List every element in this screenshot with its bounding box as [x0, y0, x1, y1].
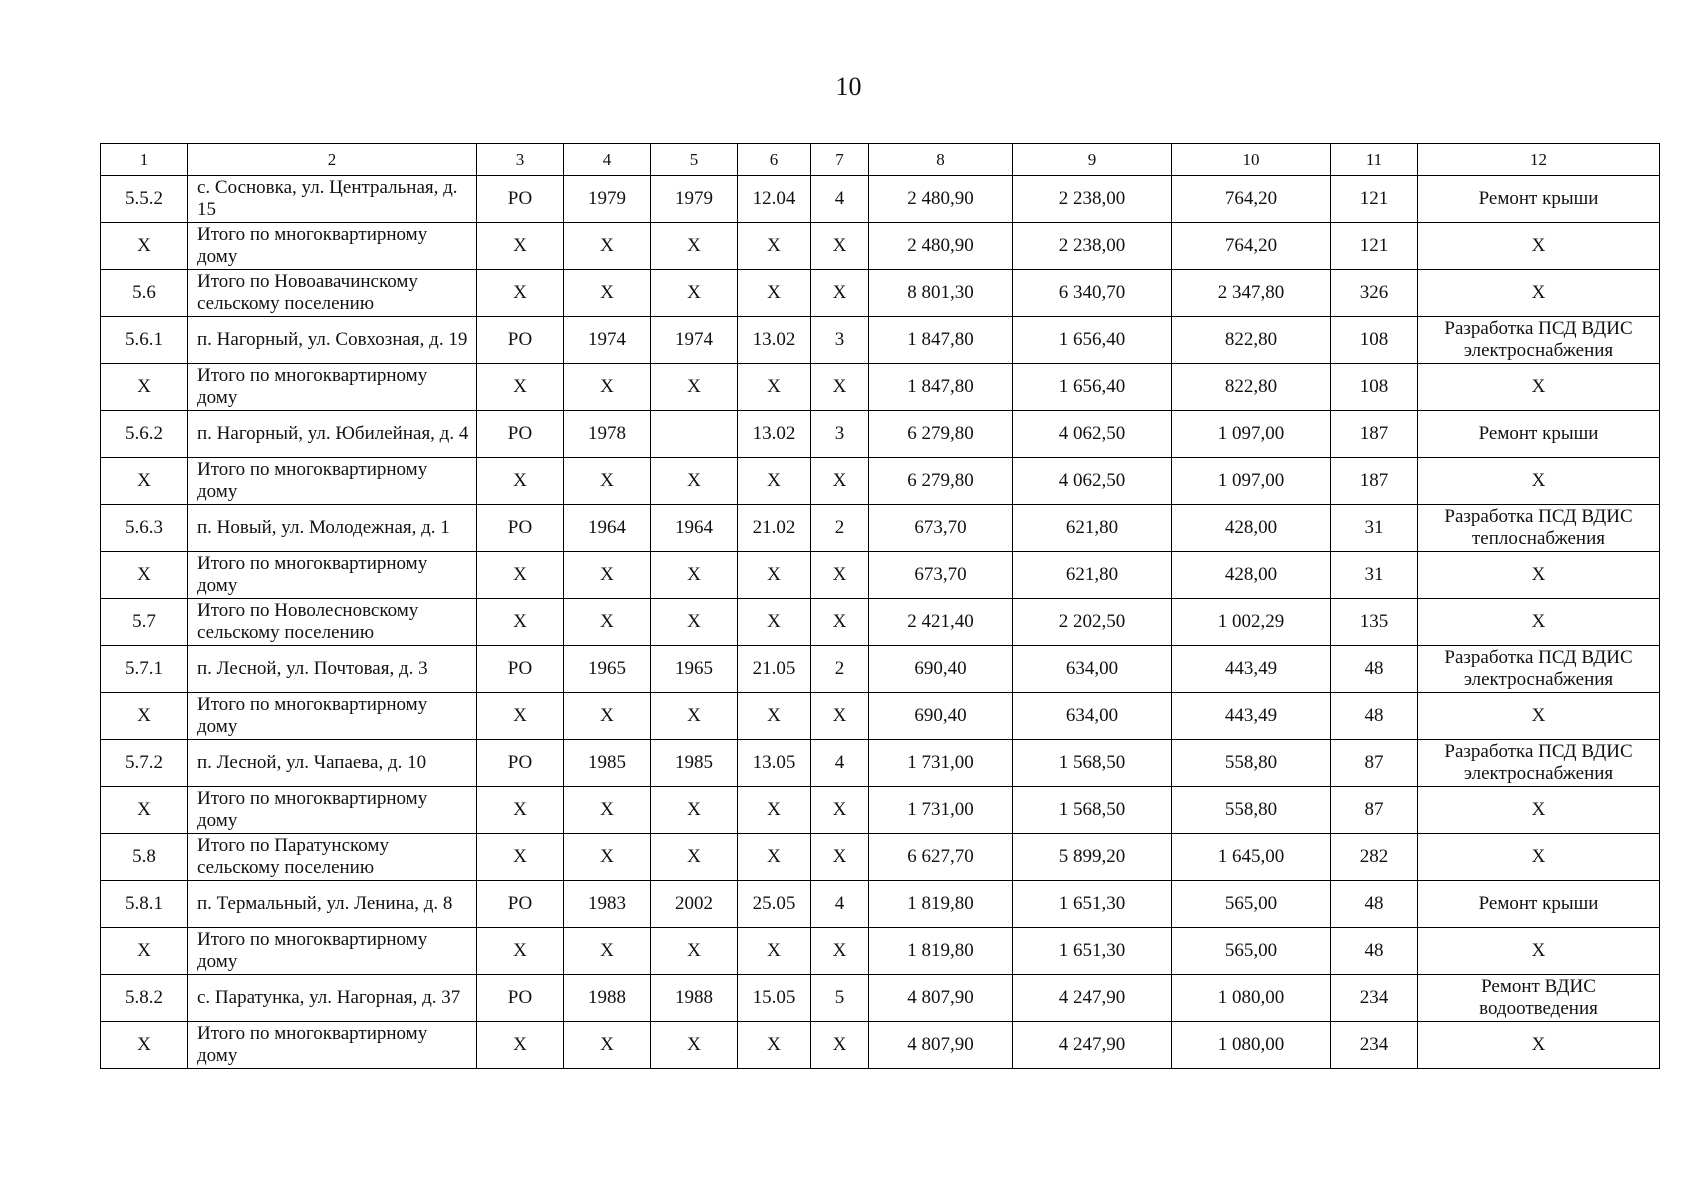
table-cell-col-6: Х [738, 552, 811, 599]
table-cell-col-2: п. Термальный, ул. Ленина, д. 8 [188, 881, 477, 928]
table-cell-col-8: 2 421,40 [869, 599, 1013, 646]
table-cell-col-9: 1 568,50 [1013, 740, 1172, 787]
table-cell-col-7: 4 [811, 740, 869, 787]
table-cell-col-3: Х [477, 787, 564, 834]
table-cell-col-5: Х [651, 693, 738, 740]
table-cell-col-6: Х [738, 693, 811, 740]
table-cell-col-3: Х [477, 599, 564, 646]
table-cell-col-7: 4 [811, 881, 869, 928]
table-cell-col-12: Х [1418, 552, 1660, 599]
table-row [101, 458, 1660, 505]
table-row [101, 928, 1660, 975]
table-cell-col-1: 5.5.2 [101, 176, 188, 223]
table-cell-col-9: 621,80 [1013, 552, 1172, 599]
table-row [101, 505, 1660, 552]
table-cell-col-3: Х [477, 270, 564, 317]
table-cell-col-12: Х [1418, 458, 1660, 505]
table-cell-col-7: Х [811, 693, 869, 740]
table-cell-col-1: 5.6.3 [101, 505, 188, 552]
table-cell-col-10: 428,00 [1172, 505, 1331, 552]
table-row [101, 646, 1660, 693]
table-row [101, 599, 1660, 646]
table-cell-col-5: Х [651, 552, 738, 599]
table-cell-col-2: Итого по Новолесновскому сельскому поселению [188, 599, 477, 646]
table-cell-col-1: 5.8.1 [101, 881, 188, 928]
table-cell-col-11: 48 [1331, 881, 1418, 928]
table-cell-col-11: 31 [1331, 505, 1418, 552]
table-cell-col-12: Х [1418, 834, 1660, 881]
table-cell-col-5 [651, 411, 738, 458]
table-cell-col-4: Х [564, 552, 651, 599]
table-cell-col-10: 764,20 [1172, 223, 1331, 270]
table-cell-col-4: Х [564, 928, 651, 975]
table-cell-col-12: Х [1418, 223, 1660, 270]
table-cell-col-12: Х [1418, 364, 1660, 411]
table-cell-col-1: 5.6.2 [101, 411, 188, 458]
table-cell-col-5: 1979 [651, 176, 738, 223]
table-cell-col-3: Х [477, 928, 564, 975]
table-cell-col-7: Х [811, 834, 869, 881]
table-cell-col-8: 690,40 [869, 646, 1013, 693]
table-cell-col-8: 2 480,90 [869, 223, 1013, 270]
table-cell-col-2: п. Лесной, ул. Чапаева, д. 10 [188, 740, 477, 787]
table-cell-col-6: 25.05 [738, 881, 811, 928]
table-cell-col-1: Х [101, 1022, 188, 1069]
table-row [101, 740, 1660, 787]
table-cell-col-8: 2 480,90 [869, 176, 1013, 223]
table-cell-col-1: Х [101, 458, 188, 505]
column-header-10: 10 [1172, 144, 1331, 176]
table-cell-col-6: Х [738, 834, 811, 881]
table-cell-col-5: 1985 [651, 740, 738, 787]
table-cell-col-9: 4 062,50 [1013, 411, 1172, 458]
table-cell-col-5: Х [651, 270, 738, 317]
table-cell-col-9: 5 899,20 [1013, 834, 1172, 881]
table-cell-col-11: 108 [1331, 317, 1418, 364]
table-cell-col-8: 4 807,90 [869, 1022, 1013, 1069]
table-cell-col-2: Итого по многоквартирному дому [188, 364, 477, 411]
table-cell-col-1: 5.7.2 [101, 740, 188, 787]
table-cell-col-5: 1965 [651, 646, 738, 693]
table-cell-col-1: 5.8 [101, 834, 188, 881]
table-cell-col-12: Ремонт крыши [1418, 411, 1660, 458]
table-cell-col-6: Х [738, 599, 811, 646]
table-cell-col-2: п. Лесной, ул. Почтовая, д. 3 [188, 646, 477, 693]
table-cell-col-10: 558,80 [1172, 787, 1331, 834]
table-cell-col-4: Х [564, 599, 651, 646]
table-cell-col-3: РО [477, 881, 564, 928]
table-cell-col-6: 13.02 [738, 317, 811, 364]
table-cell-col-10: 1 080,00 [1172, 975, 1331, 1022]
table-cell-col-9: 1 656,40 [1013, 364, 1172, 411]
table-cell-col-9: 621,80 [1013, 505, 1172, 552]
table-cell-col-4: Х [564, 458, 651, 505]
table-cell-col-2: Итого по многоквартирному дому [188, 787, 477, 834]
table-cell-col-2: Итого по Новоавачинскому сельскому поселению [188, 270, 477, 317]
table-row [101, 1022, 1660, 1069]
table-cell-col-12: Разработка ПСД ВДИС электроснабжения [1418, 317, 1660, 364]
table-cell-col-11: 87 [1331, 740, 1418, 787]
table-cell-col-7: Х [811, 552, 869, 599]
table-cell-col-1: 5.6.1 [101, 317, 188, 364]
table-cell-col-5: 1974 [651, 317, 738, 364]
table-cell-col-6: Х [738, 1022, 811, 1069]
table-cell-col-11: 108 [1331, 364, 1418, 411]
table-row [101, 787, 1660, 834]
table-cell-col-8: 8 801,30 [869, 270, 1013, 317]
table-cell-col-12: Х [1418, 693, 1660, 740]
table-cell-col-4: 1965 [564, 646, 651, 693]
table-cell-col-3: Х [477, 364, 564, 411]
column-header-12: 12 [1418, 144, 1660, 176]
table-cell-col-3: РО [477, 411, 564, 458]
table-cell-col-5: Х [651, 834, 738, 881]
table-cell-col-1: Х [101, 693, 188, 740]
table-row [101, 881, 1660, 928]
column-header-3: 3 [477, 144, 564, 176]
table-cell-col-4: 1983 [564, 881, 651, 928]
table-row [101, 411, 1660, 458]
table-row [101, 176, 1660, 223]
table-cell-col-10: 822,80 [1172, 364, 1331, 411]
table-cell-col-3: РО [477, 317, 564, 364]
table-cell-col-4: 1988 [564, 975, 651, 1022]
table-cell-col-2: п. Нагорный, ул. Совхозная, д. 19 [188, 317, 477, 364]
table-row [101, 552, 1660, 599]
table-cell-col-12: Х [1418, 1022, 1660, 1069]
table-cell-col-11: 234 [1331, 975, 1418, 1022]
table-cell-col-2: п. Нагорный, ул. Юбилейная, д. 4 [188, 411, 477, 458]
table-cell-col-5: 2002 [651, 881, 738, 928]
table-cell-col-12: Х [1418, 928, 1660, 975]
table-cell-col-5: Х [651, 223, 738, 270]
table-cell-col-3: Х [477, 1022, 564, 1069]
table-cell-col-6: Х [738, 223, 811, 270]
table-cell-col-6: Х [738, 458, 811, 505]
table-cell-col-3: Х [477, 552, 564, 599]
table-cell-col-7: Х [811, 270, 869, 317]
table-cell-col-11: 187 [1331, 411, 1418, 458]
table-cell-col-10: 565,00 [1172, 928, 1331, 975]
table-cell-col-9: 1 568,50 [1013, 787, 1172, 834]
table-cell-col-4: Х [564, 1022, 651, 1069]
table-cell-col-11: 121 [1331, 223, 1418, 270]
table-cell-col-9: 2 238,00 [1013, 223, 1172, 270]
table-cell-col-11: 326 [1331, 270, 1418, 317]
table-cell-col-4: 1974 [564, 317, 651, 364]
table-cell-col-3: РО [477, 176, 564, 223]
table-cell-col-6: Х [738, 928, 811, 975]
table-cell-col-7: Х [811, 458, 869, 505]
table-cell-col-2: Итого по многоквартирному дому [188, 223, 477, 270]
table-cell-col-8: 1 819,80 [869, 928, 1013, 975]
column-header-7: 7 [811, 144, 869, 176]
table-cell-col-7: Х [811, 223, 869, 270]
table-cell-col-1: 5.8.2 [101, 975, 188, 1022]
table-cell-col-4: 1979 [564, 176, 651, 223]
table-cell-col-7: 2 [811, 646, 869, 693]
table-cell-col-9: 4 247,90 [1013, 975, 1172, 1022]
table-cell-col-10: 1 097,00 [1172, 458, 1331, 505]
table-cell-col-4: Х [564, 693, 651, 740]
table-cell-col-3: РО [477, 740, 564, 787]
table-cell-col-6: 21.02 [738, 505, 811, 552]
table-cell-col-8: 1 731,00 [869, 740, 1013, 787]
table-cell-col-9: 1 656,40 [1013, 317, 1172, 364]
table-cell-col-10: 558,80 [1172, 740, 1331, 787]
table-row [101, 834, 1660, 881]
column-header-8: 8 [869, 144, 1013, 176]
table-cell-col-9: 1 651,30 [1013, 881, 1172, 928]
table-cell-col-10: 428,00 [1172, 552, 1331, 599]
table-row [101, 364, 1660, 411]
table-body [101, 176, 1660, 1069]
table-cell-col-5: Х [651, 928, 738, 975]
table-cell-col-3: РО [477, 646, 564, 693]
table-cell-col-7: 3 [811, 317, 869, 364]
table-cell-col-4: 1964 [564, 505, 651, 552]
table-cell-col-8: 1 819,80 [869, 881, 1013, 928]
table-cell-col-10: 764,20 [1172, 176, 1331, 223]
table-cell-col-9: 1 651,30 [1013, 928, 1172, 975]
table-cell-col-3: РО [477, 975, 564, 1022]
table-cell-col-1: Х [101, 787, 188, 834]
table-row [101, 693, 1660, 740]
table-cell-col-11: 48 [1331, 928, 1418, 975]
table-cell-col-2: Итого по Паратунскому сельскому поселению [188, 834, 477, 881]
table-cell-col-8: 673,70 [869, 552, 1013, 599]
table-cell-col-10: 822,80 [1172, 317, 1331, 364]
column-header-1: 1 [101, 144, 188, 176]
table-cell-col-12: Ремонт ВДИС водоотведения [1418, 975, 1660, 1022]
table-cell-col-8: 690,40 [869, 693, 1013, 740]
table-cell-col-7: Х [811, 928, 869, 975]
table-cell-col-5: 1988 [651, 975, 738, 1022]
table-cell-col-12: Разработка ПСД ВДИС теплоснабжения [1418, 505, 1660, 552]
table-cell-col-6: Х [738, 270, 811, 317]
table-cell-col-9: 6 340,70 [1013, 270, 1172, 317]
table-cell-col-4: Х [564, 787, 651, 834]
table-cell-col-12: Разработка ПСД ВДИС электроснабжения [1418, 646, 1660, 693]
table-header-row [101, 144, 1660, 176]
table-cell-col-11: 187 [1331, 458, 1418, 505]
table-cell-col-4: 1985 [564, 740, 651, 787]
table-cell-col-3: Х [477, 834, 564, 881]
table-cell-col-7: 4 [811, 176, 869, 223]
table-cell-col-11: 48 [1331, 646, 1418, 693]
table-cell-col-5: Х [651, 599, 738, 646]
table-cell-col-1: Х [101, 928, 188, 975]
column-header-2: 2 [188, 144, 477, 176]
table-cell-col-11: 121 [1331, 176, 1418, 223]
table-cell-col-6: 13.02 [738, 411, 811, 458]
page-number: 10 [835, 72, 862, 101]
table-cell-col-10: 2 347,80 [1172, 270, 1331, 317]
table-cell-col-10: 443,49 [1172, 693, 1331, 740]
table-cell-col-9: 4 062,50 [1013, 458, 1172, 505]
table-cell-col-2: Итого по многоквартирному дому [188, 1022, 477, 1069]
table-row [101, 223, 1660, 270]
table-cell-col-4: Х [564, 270, 651, 317]
table-cell-col-7: Х [811, 1022, 869, 1069]
table-cell-col-9: 634,00 [1013, 693, 1172, 740]
table-cell-col-12: Ремонт крыши [1418, 176, 1660, 223]
table-cell-col-2: п. Новый, ул. Молодежная, д. 1 [188, 505, 477, 552]
table-cell-col-10: 443,49 [1172, 646, 1331, 693]
table-cell-col-1: 5.6 [101, 270, 188, 317]
table-cell-col-11: 234 [1331, 1022, 1418, 1069]
table-cell-col-4: Х [564, 223, 651, 270]
table-cell-col-6: 21.05 [738, 646, 811, 693]
table-cell-col-11: 31 [1331, 552, 1418, 599]
table-cell-col-5: Х [651, 787, 738, 834]
table-cell-col-9: 634,00 [1013, 646, 1172, 693]
table-cell-col-11: 87 [1331, 787, 1418, 834]
table-cell-col-7: 3 [811, 411, 869, 458]
table-cell-col-12: Х [1418, 787, 1660, 834]
column-header-11: 11 [1331, 144, 1418, 176]
table-cell-col-1: Х [101, 364, 188, 411]
table-cell-col-4: Х [564, 364, 651, 411]
table-cell-col-8: 1 847,80 [869, 364, 1013, 411]
table-cell-col-9: 4 247,90 [1013, 1022, 1172, 1069]
buildings-registry-table [100, 143, 1660, 1069]
table-cell-col-10: 1 645,00 [1172, 834, 1331, 881]
table-row [101, 317, 1660, 364]
column-header-5: 5 [651, 144, 738, 176]
table-cell-col-9: 2 238,00 [1013, 176, 1172, 223]
table-cell-col-11: 282 [1331, 834, 1418, 881]
table-cell-col-5: Х [651, 364, 738, 411]
column-header-9: 9 [1013, 144, 1172, 176]
table-cell-col-8: 4 807,90 [869, 975, 1013, 1022]
table-cell-col-8: 673,70 [869, 505, 1013, 552]
table-cell-col-6: 15.05 [738, 975, 811, 1022]
table-cell-col-8: 1 731,00 [869, 787, 1013, 834]
table-cell-col-1: 5.7 [101, 599, 188, 646]
table-cell-col-2: Итого по многоквартирному дому [188, 458, 477, 505]
table-cell-col-11: 135 [1331, 599, 1418, 646]
table-cell-col-12: Разработка ПСД ВДИС электроснабжения [1418, 740, 1660, 787]
table-cell-col-8: 1 847,80 [869, 317, 1013, 364]
table-cell-col-2: Итого по многоквартирному дому [188, 552, 477, 599]
table-cell-col-9: 2 202,50 [1013, 599, 1172, 646]
table-cell-col-3: Х [477, 458, 564, 505]
column-header-4: 4 [564, 144, 651, 176]
table-cell-col-11: 48 [1331, 693, 1418, 740]
table-cell-col-3: РО [477, 505, 564, 552]
table-cell-col-1: Х [101, 552, 188, 599]
table-cell-col-2: Итого по многоквартирному дому [188, 693, 477, 740]
table-cell-col-6: 13.05 [738, 740, 811, 787]
table-cell-col-10: 1 080,00 [1172, 1022, 1331, 1069]
table-cell-col-4: 1978 [564, 411, 651, 458]
table-cell-col-1: Х [101, 223, 188, 270]
table-cell-col-5: Х [651, 1022, 738, 1069]
table-cell-col-4: Х [564, 834, 651, 881]
column-header-6: 6 [738, 144, 811, 176]
table-cell-col-8: 6 279,80 [869, 458, 1013, 505]
table-cell-col-7: Х [811, 787, 869, 834]
table-cell-col-12: Х [1418, 270, 1660, 317]
table-cell-col-10: 1 002,29 [1172, 599, 1331, 646]
table-cell-col-7: Х [811, 599, 869, 646]
table-cell-col-6: Х [738, 787, 811, 834]
table-cell-col-2: Итого по многоквартирному дому [188, 928, 477, 975]
table-cell-col-7: 2 [811, 505, 869, 552]
table-cell-col-7: 5 [811, 975, 869, 1022]
table-cell-col-8: 6 279,80 [869, 411, 1013, 458]
table-cell-col-3: Х [477, 223, 564, 270]
table-cell-col-2: с. Паратунка, ул. Нагорная, д. 37 [188, 975, 477, 1022]
table-cell-col-8: 6 627,70 [869, 834, 1013, 881]
table-cell-col-6: 12.04 [738, 176, 811, 223]
table-cell-col-2: с. Сосновка, ул. Центральная, д. 15 [188, 176, 477, 223]
table-cell-col-7: Х [811, 364, 869, 411]
table-cell-col-1: 5.7.1 [101, 646, 188, 693]
table-cell-col-6: Х [738, 364, 811, 411]
table-cell-col-3: Х [477, 693, 564, 740]
table-cell-col-5: Х [651, 458, 738, 505]
table-row [101, 270, 1660, 317]
table-cell-col-12: Х [1418, 599, 1660, 646]
table-cell-col-12: Ремонт крыши [1418, 881, 1660, 928]
table-row [101, 975, 1660, 1022]
table-cell-col-5: 1964 [651, 505, 738, 552]
table-cell-col-10: 565,00 [1172, 881, 1331, 928]
table-cell-col-10: 1 097,00 [1172, 411, 1331, 458]
